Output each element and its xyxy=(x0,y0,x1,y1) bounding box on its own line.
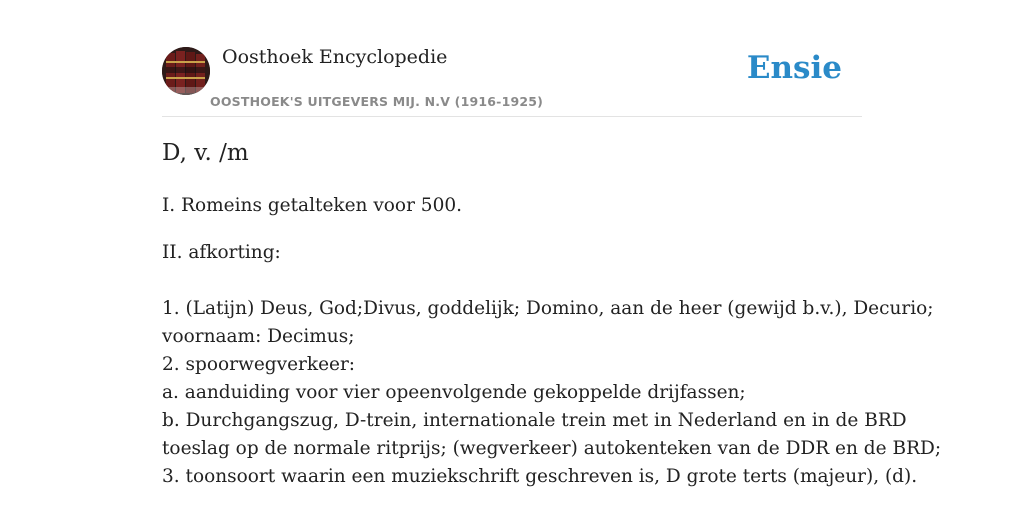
book-spines-avatar-icon[interactable] xyxy=(162,47,210,95)
entry-line: 2. spoorwegverkeer: xyxy=(162,354,356,375)
site-name[interactable]: Oosthoek Encyclopedie xyxy=(222,46,448,68)
entry-card xyxy=(162,0,942,512)
entry-line: toeslag op de normale ritprijs; (wegverkeer) autokenteken van de DDR en de BRD; xyxy=(162,438,942,459)
entry-body xyxy=(162,295,941,491)
entry-line: b. Durchgangszug, D-trein, internationale trein met in Nederland en in de BRD xyxy=(162,410,907,431)
site-header xyxy=(162,0,862,117)
entry-line: 3. toonsoort waarin een muziekschrift geschreven is, D grote terts (majeur), (d). xyxy=(162,466,918,487)
entry-line: a. aanduiding voor vier opeenvolgende gekoppelde drijfassen; xyxy=(162,382,746,403)
ensie-logo[interactable]: Ensie xyxy=(746,50,842,86)
entry-line: 1. (Latijn) Deus, God;Divus, goddelijk; Domino, aan de heer (gewijd b.v.), Decurio; xyxy=(162,298,934,319)
entry-paragraph: I. Romeins getalteken voor 500. xyxy=(162,195,462,216)
publisher-label: OOSTHOEK'S UITGEVERS MIJ. N.V (1916-1925) xyxy=(210,94,544,109)
entry-paragraph: II. afkorting: xyxy=(162,242,281,263)
entry-line: voornaam: Decimus; xyxy=(162,326,355,347)
entry-title: D, v. /m xyxy=(162,140,249,166)
